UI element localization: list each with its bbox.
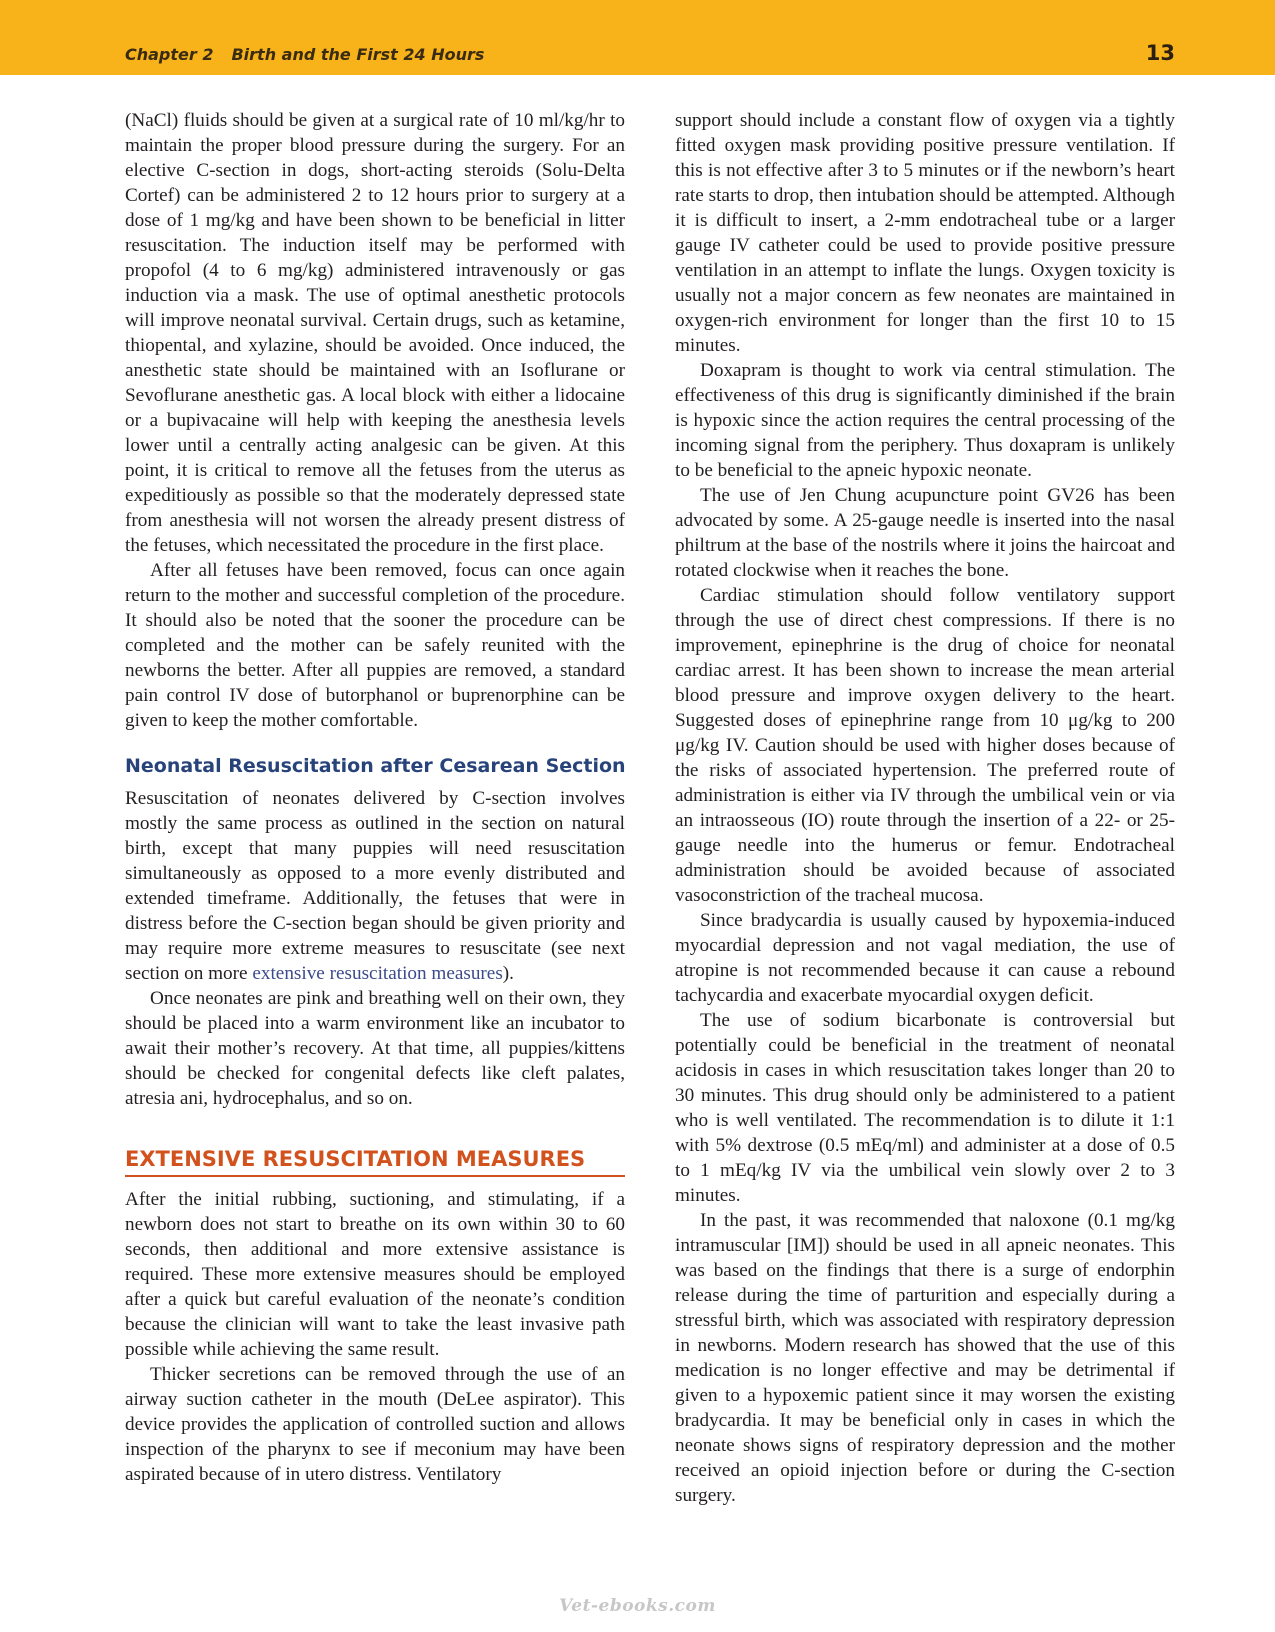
paragraph-text: ). bbox=[502, 963, 514, 984]
right-column bbox=[675, 108, 1175, 1508]
paragraph: The use of Jen Chung acupuncture point GV26 has been advocated by some. A 25-gauge needle is inserted into the nasal philtrum at the base of the nostrils where it joins the haircoat and rotated clockwise when it reaches the bone. bbox=[675, 485, 1175, 581]
paragraph: support should include a constant flow of oxygen via a tightly fitted oxygen mask providing positive pressure ventilation. If this is not effective after 3 to 5 minutes or if the newborn’s heart rate starts to drop, then intubation should be attempted. Although it is difficult to insert, a 2-mm endotracheal tube or a larger gauge IV catheter could be used to provide positive pressure ventilation in an attempt to inflate the lungs. Oxygen toxicity is usually not a major concern as few neonates are maintained in oxygen-rich environment for longer than the first 10 to 15 minutes. bbox=[675, 110, 1175, 356]
paragraph: Once neonates are pink and breathing well on their own, they should be placed into a warm environment like an incubator to await their mother’s recovery. At that time, all puppies/kittens should be checked for congenital defects like cleft palates, atresia ani, hydrocephalus, and so on. bbox=[125, 988, 625, 1109]
paragraph: Cardiac stimulation should follow ventilatory support through the use of direct chest compressions. If there is no improvement, epinephrine is the drug of choice for neonatal cardiac arrest. It has been shown to increase the mean arterial blood pressure and improve oxygen delivery to the heart. Suggested doses of epinephrine range from 10 μg/kg to 200 μg/kg IV. Caution should be used with higher doses because of the risks of associated hypertension. The preferred route of administration is either via IV through the umbilical vein or via an intraosseous (IO) route through the insertion of a 22- or 25-gauge needle into the humerus or femur. Endotracheal administration should be avoided because of associated vasoconstriction of the tracheal mucosa. bbox=[675, 585, 1175, 906]
paragraph-text: Resuscitation of neonates delivered by C-section involves mostly the same process as outlined in the section on natural birth, except that many puppies will need resuscitation simultaneously as opposed to a more evenly distributed and extended timeframe. Additionally, the fetuses that were in distress before the C-section began should be given priority and may require more extreme measures to resuscitate (see next section on more bbox=[125, 788, 625, 984]
paragraph: Doxapram is thought to work via central stimulation. The effectiveness of this drug is significantly diminished if the brain is hypoxic since the action requires the central processing of the incoming signal from the periphery. Thus doxapram is unlikely to be beneficial to the apneic hypoxic neonate. bbox=[675, 360, 1175, 481]
chapter-running-title bbox=[125, 45, 484, 64]
paragraph: (NaCl) fluids should be given at a surgical rate of 10 ml/kg/hr to maintain the proper blood pressure during the surgery. For an elective C-section in dogs, short-acting steroids (Solu-Delta Cortef) can be administered 2 to 12 hours prior to surgery at a dose of 1 mg/kg and have been shown to be beneficial in litter resuscitation. The induction itself may be performed with propofol (4 to 6 mg/kg) administered intravenously or gas induction via a mask. The use of optimal anesthetic protocols will improve neonatal survival. Certain drugs, such as ketamine, thiopental, and xylazine, should be avoided. Once induced, the anesthetic state should be maintained with an Isoflurane or Sevoflurane anesthetic gas. A local block with either a lidocaine or a bupivacaine will help with keeping the anesthesia levels lower until a centrally acting analgesic can be given. At this point, it is critical to remove all the fetuses from the uterus as expeditiously as possible so that the moderately depressed state from anesthesia will not worsen the already present distress of the fetuses, which necessitated the procedure in the first place. bbox=[125, 110, 625, 556]
paragraph: After all fetuses have been removed, focus can once again return to the mother and successful completion of the procedure. It should also be noted that the sooner the procedure can be completed and the mother can be safely reunited with the newborns the better. After all puppies are removed, a standard pain control IV dose of butorphanol or buprenorphine can be given to keep the mother comfortable. bbox=[125, 560, 625, 731]
paragraph bbox=[125, 786, 625, 986]
page-number: 13 bbox=[1145, 41, 1175, 65]
chapter-title: Birth and the First 24 Hours bbox=[231, 45, 485, 64]
paragraph: Thicker secretions can be removed through the use of an airway suction catheter in the mouth (DeLee aspirator). This device provides the application of controlled suction and allows inspection of the pharynx to see if meconium may have been aspirated because of in utero distress. Ventilatory bbox=[125, 1364, 625, 1485]
watermark-logo: Vet-ebooks.com bbox=[559, 1596, 716, 1616]
section-heading: EXTENSIVE RESUSCITATION MEASURES bbox=[125, 1145, 625, 1177]
paragraph: After the initial rubbing, suctioning, and stimulating, if a newborn does not start to breathe on its own within 30 to 60 seconds, then additional and more extensive assistance is required. These more extensive measures should be employed after a quick but careful evaluation of the neonate’s condition because the clinician will want to take the least invasive path possible while achieving the same result. bbox=[125, 1189, 625, 1360]
cross-reference-link[interactable]: extensive resuscitation measures bbox=[252, 963, 503, 984]
paragraph: Since bradycardia is usually caused by hypoxemia-induced myocardial depression and not vagal mediation, the use of atropine is not recommended because it can cause a rebound tachycardia and exacerbate myocardial oxygen deficit. bbox=[675, 910, 1175, 1006]
section-subheading: Neonatal Resuscitation after Cesarean Section bbox=[125, 755, 626, 777]
running-header bbox=[0, 0, 1275, 75]
chapter-label: Chapter 2 bbox=[125, 45, 214, 64]
paragraph: The use of sodium bicarbonate is controversial but potentially could be beneficial in the treatment of neonatal acidosis in cases in which resuscitation takes longer than 20 to 30 minutes. This drug should only be administered to a patient who is well ventilated. The recommendation is to dilute it 1:1 with 5% dextrose (0.5 mEq/ml) and administer at a dose of 0.5 to 1 mEq/kg IV via the umbilical vein slowly over 2 to 3 minutes. bbox=[675, 1010, 1175, 1206]
left-column bbox=[125, 108, 625, 1487]
paragraph: In the past, it was recommended that naloxone (0.1 mg/kg intramuscular [IM]) should be used in all apneic neonates. This was based on the findings that there is a surge of endorphin release during the time of parturition and especially during a stressful birth, which was associated with respiratory depression in newborns. Modern research has showed that the use of this medication is no longer effective and may be detrimental if given to a hypoxemic patient since it may worsen the existing bradycardia. It may be beneficial only in cases in which the neonate shows signs of respiratory depression and the mother received an opioid injection before or during the C-section surgery. bbox=[675, 1210, 1175, 1506]
